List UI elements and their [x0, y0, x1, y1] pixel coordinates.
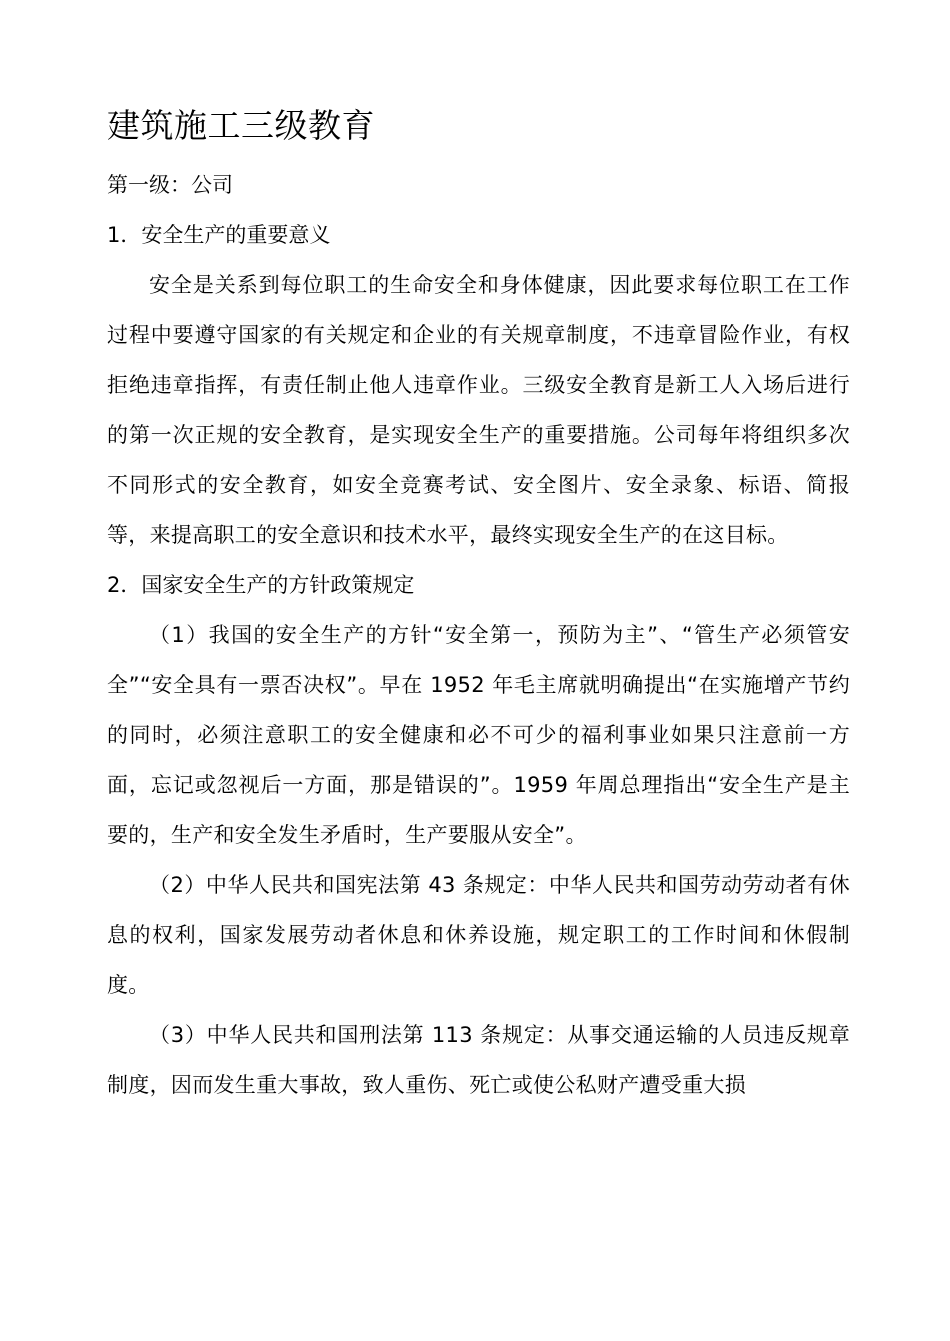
- section-heading-1: 1．安全生产的重要意义: [107, 223, 331, 247]
- level-heading: 第一级：公司: [107, 173, 233, 197]
- section-2-item-1: （1）我国的安全生产的方针“安全第一，预防为主”、“管生产必须管安全”“安全具有一票否决权”。早在 1952 年毛主席就明确提出“在实施增产节约的同时，必须注意职工的安全健康和必不可少的福利事业如果只注意前一方面，忘记或忽视后一方面，那是错误的”。1959 年周总理指出“安全生产是主要的，生产和安全发生矛盾时，生产要服从安全”。: [107, 623, 850, 847]
- document-title: 建筑施工三级教育: [107, 106, 375, 145]
- section-2-item-2: （2）中华人民共和国宪法第 43 条规定：中华人民共和国劳动劳动者有休息的权利，国家发展劳动者休息和休养设施，规定职工的工作时间和休假制度。: [107, 873, 850, 997]
- section-1-paragraph: 安全是关系到每位职工的生命安全和身体健康，因此要求每位职工在工作过程中要遵守国家的有关规定和企业的有关规章制度，不违章冒险作业，有权拒绝违章指挥，有责任制止他人违章作业。三级安全教育是新工人入场后进行的第一次正规的安全教育，是实现安全生产的重要措施。公司每年将组织多次不同形式的安全教育，如安全竞赛考试、安全图片、安全录象、标语、简报等，来提高职工的安全意识和技术水平，最终实现安全生产的在这目标。: [107, 273, 850, 547]
- section-2-item-3: （3）中华人民共和国刑法第 113 条规定：从事交通运输的人员违反规章制度，因而发生重大事故，致人重伤、死亡或使公私财产遭受重大损: [107, 1023, 850, 1097]
- section-heading-2: 2．国家安全生产的方针政策规定: [107, 573, 415, 597]
- document-page: [107, 98, 850, 1110]
